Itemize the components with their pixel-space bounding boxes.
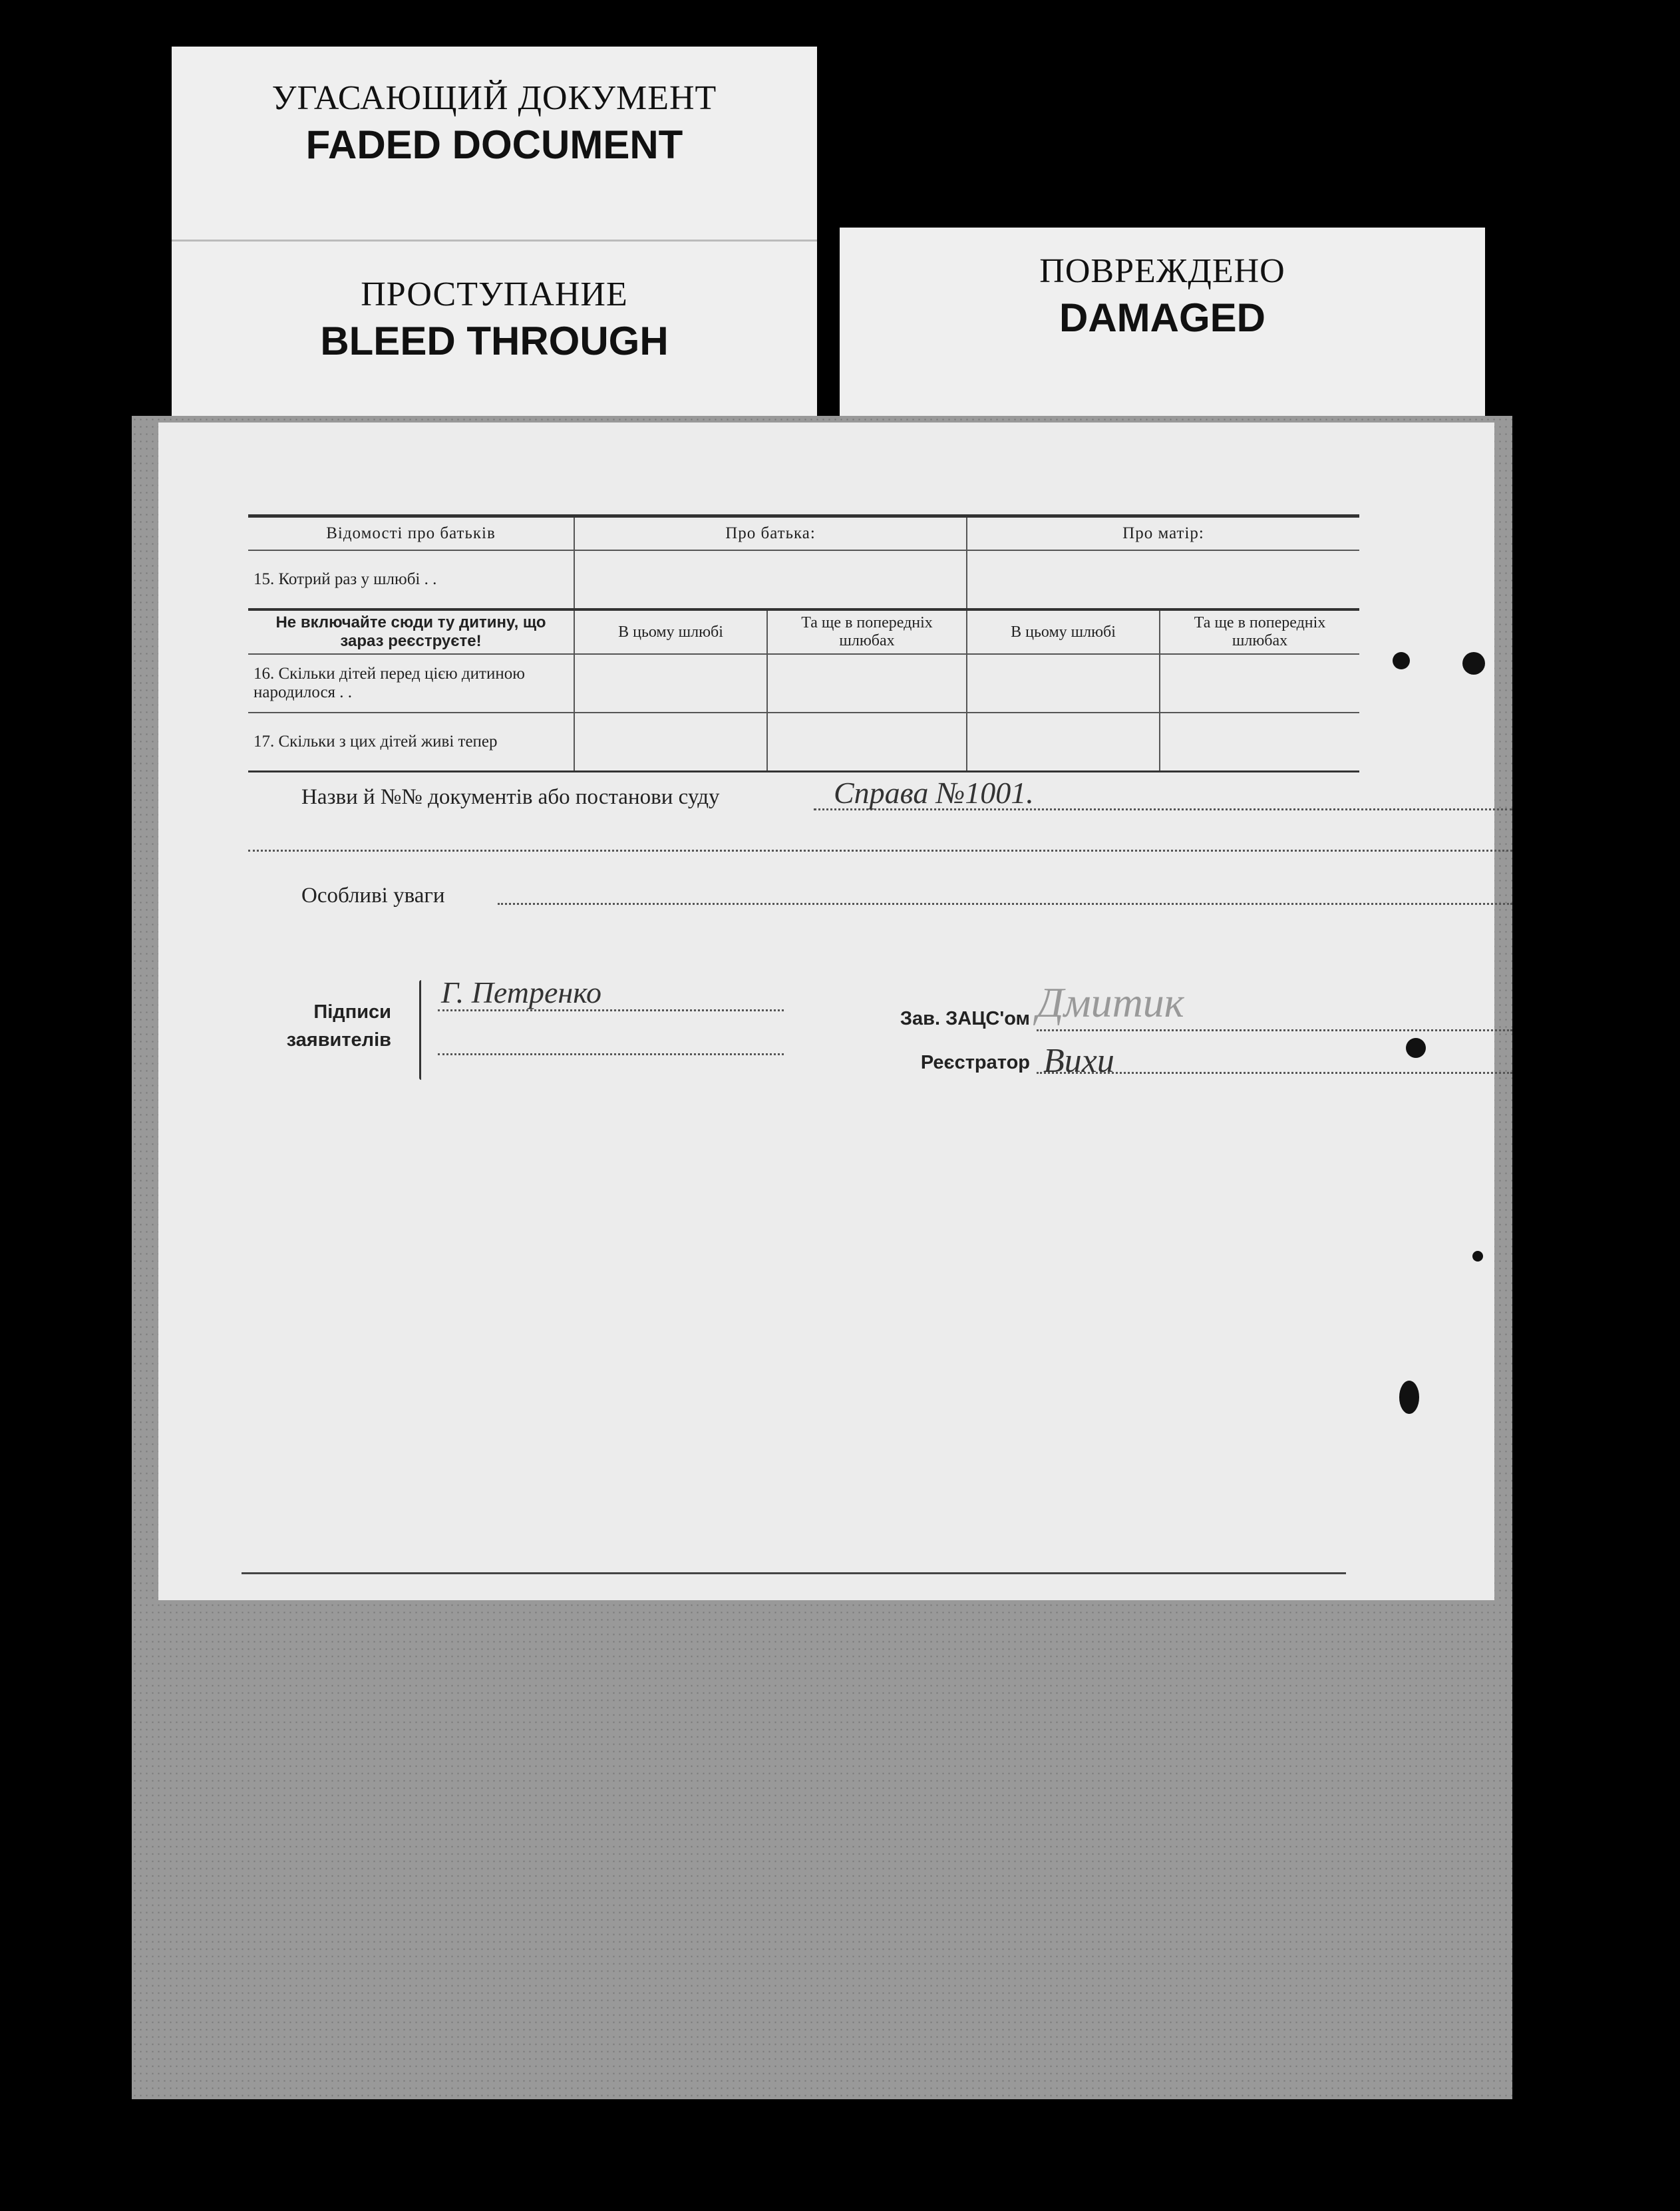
bleed-label-ru: ПРОСТУПАНИЕ	[361, 275, 628, 313]
bleed-label-en: BLEED THROUGH	[320, 319, 669, 363]
signatures-brace	[419, 980, 421, 1080]
signatures-label-1: Підписи	[313, 1001, 391, 1023]
bleed-through-label	[172, 240, 817, 419]
documents-label: Назви й №№ документів або постанови суду	[301, 785, 720, 809]
table-row	[248, 654, 1359, 713]
row-15-mother	[967, 550, 1359, 609]
damage-hole	[1399, 1381, 1419, 1414]
documents-handwritten: Справа №1001.	[834, 776, 1034, 810]
row-16-cell	[574, 654, 767, 713]
row-15-label: 15. Котрий раз у шлюбі . .	[248, 550, 574, 609]
faded-label-ru: УГАСАЮЩИЙ ДОКУМЕНТ	[271, 79, 717, 117]
mother-in-marriage: В цьому шлюбі	[967, 609, 1160, 654]
head-label: Зав. ЗАЦС'ом	[900, 1008, 1030, 1029]
exclusion-note: Не включайте сюди ту дитину, що зараз реєструєте!	[248, 609, 574, 654]
row-17-cell	[967, 713, 1160, 772]
remarks-line	[498, 903, 1512, 905]
row-17-cell	[574, 713, 767, 772]
row-16-cell	[767, 654, 967, 713]
damaged-label-ru: ПОВРЕЖДЕНО	[1039, 252, 1285, 290]
damaged-label-en: DAMAGED	[1059, 295, 1265, 340]
damage-hole	[1393, 652, 1410, 669]
row-17-cell	[767, 713, 967, 772]
row-16-label: 16. Скільки дітей перед цією дитиною народилося . .	[248, 654, 574, 713]
row-16-cell	[1160, 654, 1359, 713]
damage-hole	[1462, 652, 1485, 675]
table-row	[248, 550, 1359, 609]
faded-label-en: FADED DOCUMENT	[305, 122, 683, 167]
faded-document-label	[172, 47, 817, 240]
registrar-signature: Вихи	[1043, 1042, 1114, 1080]
head-line	[1037, 1029, 1512, 1031]
header-mother: Про матір:	[967, 516, 1359, 551]
table-header-row	[248, 516, 1359, 551]
parents-info-table	[248, 514, 1359, 772]
father-in-marriage: В цьому шлюбі	[574, 609, 767, 654]
header-parents-info: Відомості про батьків	[248, 516, 574, 551]
damage-hole	[1472, 1251, 1483, 1262]
row-15-father	[574, 550, 967, 609]
header-father: Про батька:	[574, 516, 967, 551]
father-prev-marriages: Та ще в попередніх шлюбах	[767, 609, 967, 654]
row-17-label: 17. Скільки з цих дітей живі тепер	[248, 713, 574, 772]
row-17-cell	[1160, 713, 1359, 772]
head-signature: Дмитик	[1037, 979, 1184, 1026]
damaged-label	[840, 228, 1485, 421]
table-row	[248, 713, 1359, 772]
row-16-cell	[967, 654, 1160, 713]
document-sheet	[158, 423, 1494, 1600]
applicant-signature: Г. Петренко	[441, 975, 601, 1009]
table-subheader-row	[248, 609, 1359, 654]
bottom-rule	[242, 1572, 1346, 1574]
damage-hole	[1406, 1038, 1426, 1058]
registrar-label: Реєстратор	[920, 1052, 1030, 1073]
signatures-label-2: заявителів	[286, 1029, 391, 1051]
signature-line-2	[438, 1053, 784, 1055]
documents-line-2	[248, 850, 1512, 852]
remarks-label: Особливі уваги	[301, 884, 445, 908]
mother-prev-marriages: Та ще в попередніх шлюбах	[1160, 609, 1359, 654]
